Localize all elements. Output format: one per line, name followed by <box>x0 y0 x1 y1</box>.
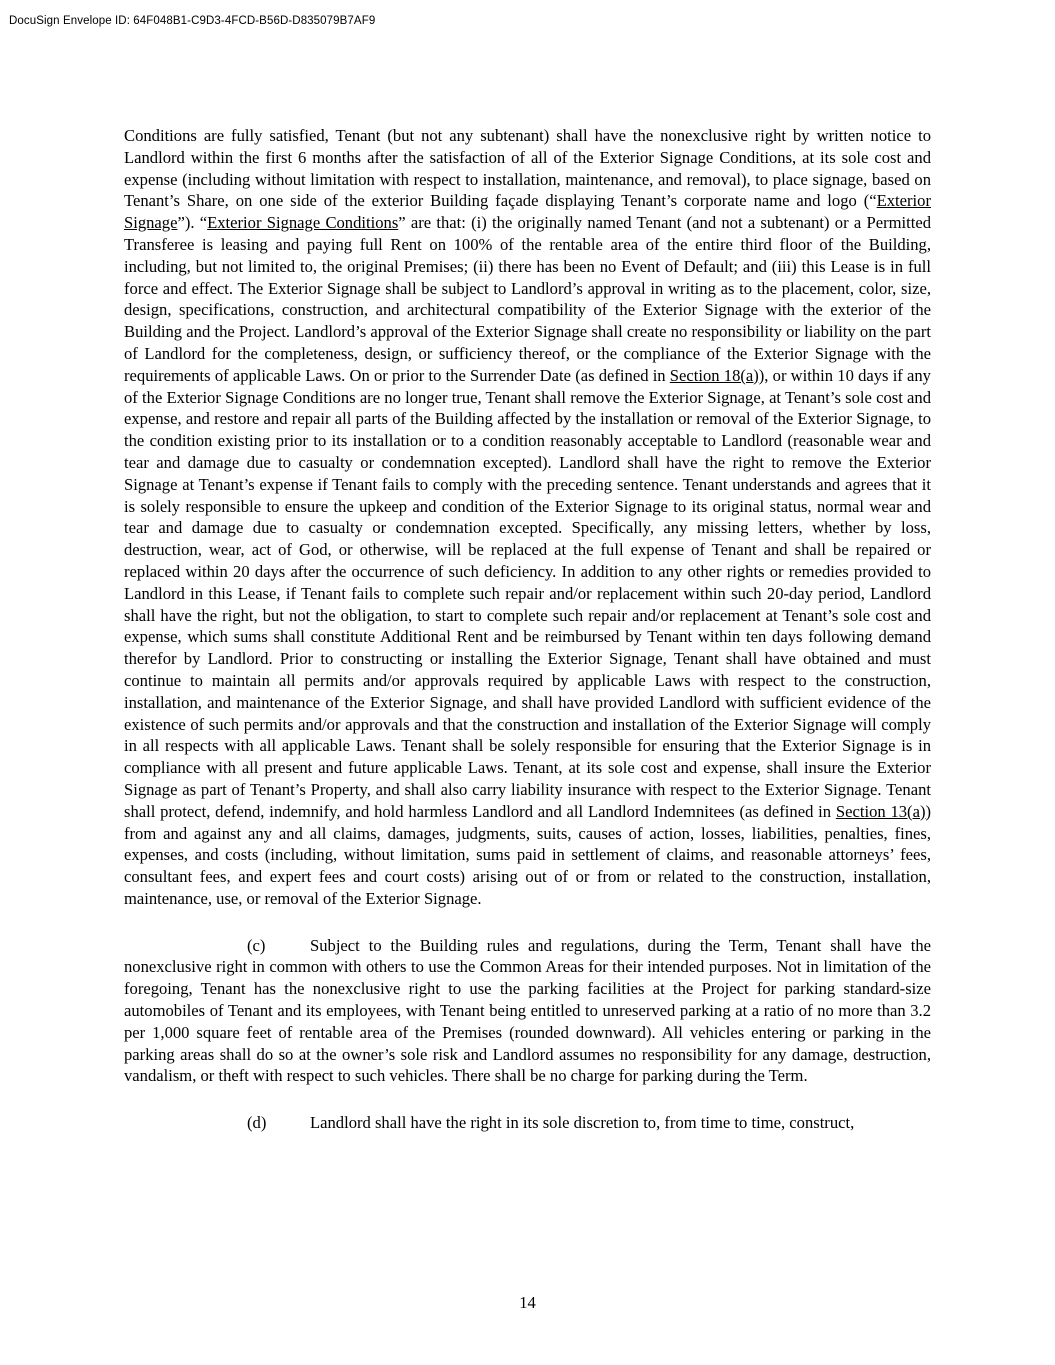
paragraph-label-d: (d) <box>247 1113 267 1133</box>
paragraph-b-continuation <box>124 125 931 910</box>
docusign-envelope-id: DocuSign Envelope ID: 64F048B1-C9D3-4FCD-B56D-D835079B7AF9 <box>9 15 376 27</box>
document-body <box>124 125 931 1134</box>
defined-term-exterior-signage: Exterior Signage <box>124 191 931 233</box>
text-segment: ”). “ <box>177 213 208 233</box>
paragraph-d-text: Landlord shall have the right in its sole discretion to, from time to time, construct, <box>310 1113 855 1133</box>
defined-term-exterior-signage-conditions: Exterior Signage Conditions <box>207 213 399 233</box>
section-reference-18a: Section 18(a) <box>669 365 759 385</box>
text-segment: ) from and against any and all claims, damages, judgments, suits, causes of action, losses, liabilities, penalties, fines, expenses, and costs (including, without limitation, sums paid in settlement of claims, and reasonable attorneys’ fees, consultant fees, and expert fees and court costs) arising out of or from or related to the construction, installation, maintenance, use, or removal of the Exterior Signage. <box>124 801 932 908</box>
paragraph-c <box>124 935 931 1088</box>
section-reference-13a: Section 13(a) <box>835 801 926 821</box>
text-segment: ), or within 10 days if any of the Exterior Signage Conditions are no longer true, Tenant shall remove the Exterior Signage, at Tenant’s sole cost and expense, and restore and repair all parts of the Building affected by the installation or removal of the Exterior Signage, to the condition existing prior to its installation or to a condition reasonably acceptable to Landlord (reasonable wear and tear and damage due to casualty or condemnation excepted). Landlord shall have the right to remove the Exterior Signage at Tenant’s expense if Tenant fails to comply with the preceding sentence. Tenant understands and agrees that it is solely responsible to ensure the upkeep and condition of the Exterior Signage to its original status, normal wear and tear and damage due to casualty or condemnation excepted. Specifically, any missing letters, whether by loss, destruction, wear, act of God, or otherwise, will be replaced at the full expense of Tenant and shall be repaired or replaced within 20 days after the occurrence of such deficiency. In addition to any other rights or remedies provided to Landlord in this Lease, if Tenant fails to complete such repair and/or replacement within such 20-day period, Landlord shall have the right, but not the obligation, to start to complete such repair and/or replacement at Tenant’s sole cost and expense, which sums shall constitute Additional Rent and be reimbursed by Tenant within ten days following demand therefor by Landlord. Prior to constructing or installing the Exterior Signage, Tenant shall have obtained and must continue to maintain all permits and/or approvals required by applicable Laws with respect to the construction, installation, and maintenance of the Exterior Signage, and shall have provided Landlord with sufficient evidence of the existence of such permits and/or approvals and that the construction and installation of the Exterior Signage will comply in all respects with all applicable Laws. Tenant shall be solely responsible for ensuring that the Exterior Signage is in compliance with all present and future applicable Laws. Tenant, at its sole cost and expense, shall insure the Exterior Signage as part of Tenant’s Property, and shall also carry liability insurance with respect to the Exterior Signage. Tenant shall protect, defend, indemnify, and hold harmless Landlord and all Landlord Indemnitees (as defined in <box>124 365 931 821</box>
paragraph-c-text: Subject to the Building rules and regulations, during the Term, Tenant shall have the nonexclusive right in common with others to use the Common Areas for their intended purposes. Not in limitation of the foregoing, Tenant has the nonexclusive right to use the parking facilities at the Project for parking standard-size automobiles of Tenant and its employees, with Tenant being entitled to unreserved parking at a ratio of no more than 3.2 per 1,000 square feet of rentable area of the Premises (rounded downward). All vehicles entering or parking in the parking areas shall do so at the owner’s sole risk and Landlord assumes no responsibility for any damage, destruction, vandalism, or theft with respect to such vehicles. There shall be no charge for parking during the Term. <box>124 935 931 1086</box>
paragraph-d <box>124 1112 931 1134</box>
text-segment: ” are that: (i) the originally named Tenant (and not a subtenant) or a Permitted Transferee is leasing and paying full Rent on 100% of the rentable area of the entire third floor of the Building, including, but not limited to, the original Premises; (ii) there has been no Event of Default; and (iii) this Lease is in full force and effect. The Exterior Signage shall be subject to Landlord’s approval in writing as to the placement, color, size, design, specifications, construction, and architectural compatibility of the Exterior Signage with the exterior of the Building and the Project. Landlord’s approval of the Exterior Signage shall create no responsibility or liability on the part of Landlord for the completeness, design, or sufficiency thereof, or the compliance of the Exterior Signage with the requirements of applicable Laws. On or prior to the Surrender Date (as defined in <box>124 213 931 385</box>
paragraph-label-c: (c) <box>247 935 266 955</box>
text-segment: Conditions are fully satisfied, Tenant (but not any subtenant) shall have the nonexclusive right by written notice to Landlord within the first 6 months after the satisfaction of all of the Exterior Signage Conditions, at its sole cost and expense (including without limitation with respect to installation, maintenance, and removal), to place signage, based on Tenant’s Share, on one side of the exterior Building façade displaying Tenant’s corporate name and logo (“ <box>124 126 931 211</box>
page-number: 14 <box>519 1293 536 1312</box>
